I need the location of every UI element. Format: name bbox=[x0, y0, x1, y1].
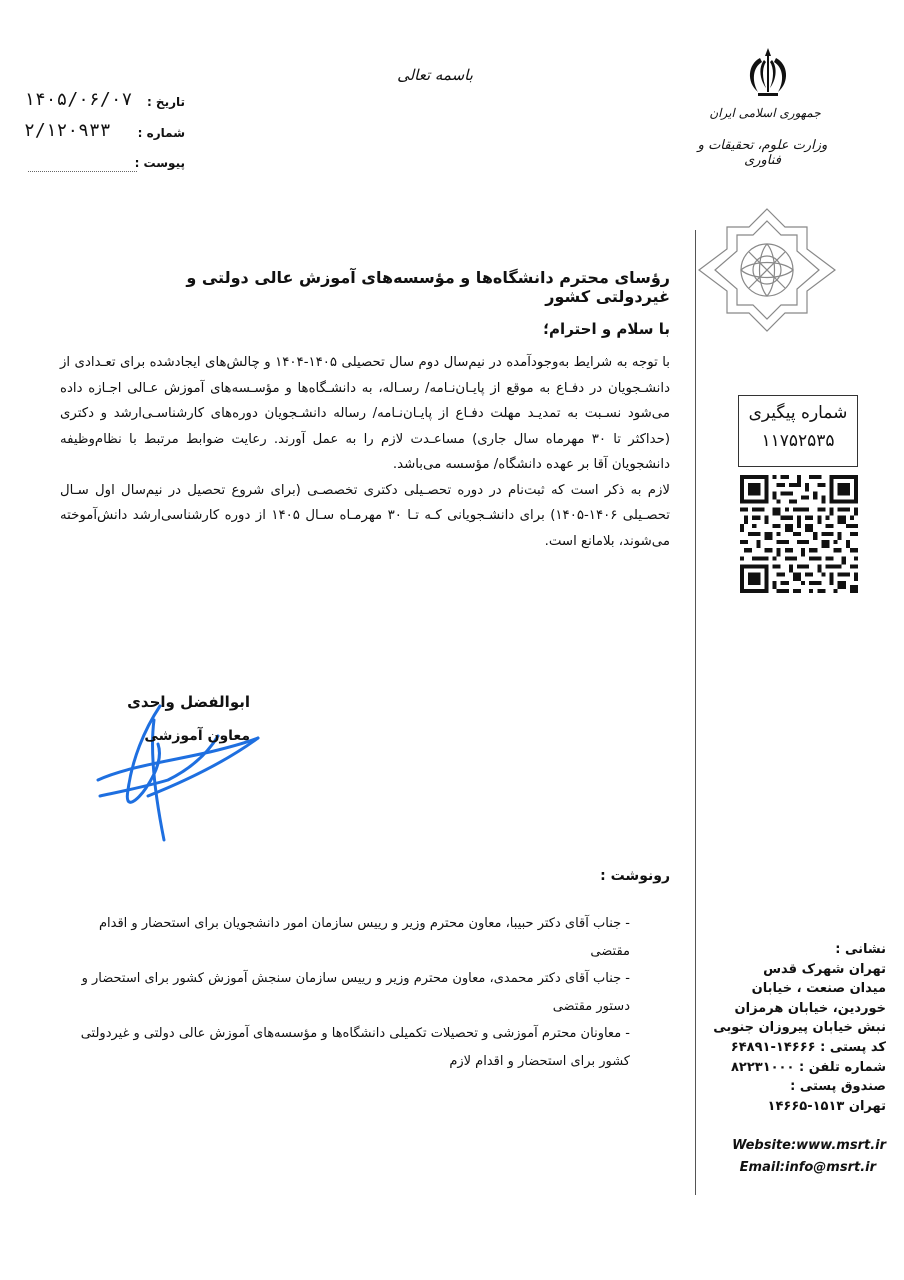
paragraph-2: لازم به ذکر است که ثبت‌نام در دوره تحصـیلی دکتری تخصصـی (برای شروع تحصیل در نیم‌سال اول سـال تحصـیلی ۱۴۰۶-۱۴۰۵) برای دانشـجویانی کـه تـا ۳۰ مهرمـاه سـال ۱۴۰۵ از دوره کارشناسی‌ارشد دانش‌آموخته می‌شوند، بلامانع است. bbox=[60, 482, 671, 549]
greeting: با سلام و احترام؛ bbox=[543, 320, 670, 338]
signatory-name: ابوالفضل واحدی bbox=[127, 693, 250, 711]
email-link[interactable]: Email:info@msrt.ir bbox=[739, 1160, 876, 1175]
address-line: کد پستی : ۱۴۶۶۶-۶۴۸۹۱ bbox=[730, 1039, 886, 1055]
vertical-divider bbox=[695, 230, 696, 1195]
cc-item: - جناب آقای دکتر محمدی، معاون محترم وزیر و رییس سازمان سنجش آموزش کشور برای استحضار و دستور مقتضی bbox=[81, 971, 630, 1014]
attachment-row bbox=[20, 154, 185, 174]
address-line: میدان صنعت ، خیابان bbox=[751, 981, 886, 997]
address-line: شماره تلفن : ۸۲۲۳۱۰۰۰ bbox=[730, 1059, 886, 1075]
gov-line-1: جمهوری اسلامی ایران bbox=[709, 106, 821, 120]
cc-list bbox=[60, 910, 630, 1075]
tracking-label: شماره پیگیری bbox=[748, 403, 848, 423]
address-line: تهران شهرک قدس bbox=[763, 961, 886, 977]
cc-item: - جناب آقای دکتر حبیبا، معاون محترم وزیر و رییس سازمان امور دانشجویان برای استحضار و اقدام مقتضی bbox=[98, 916, 630, 959]
address-line: نبش خیابان پیروزان جنوبی bbox=[713, 1020, 886, 1036]
number-label: شماره : bbox=[137, 126, 185, 140]
number-row bbox=[20, 120, 185, 144]
address-line: تهران ۱۵۱۳-۱۴۶۶۵ bbox=[767, 1098, 886, 1114]
address-line: صندوق پستی : bbox=[790, 1079, 886, 1095]
gov-line-2: وزارت علوم، تحقیقات و فناوری bbox=[697, 138, 828, 168]
bismillah: باسمه تعالی bbox=[397, 66, 473, 84]
qr-code-icon bbox=[740, 475, 858, 593]
signatory-title: معاون آموزشی bbox=[144, 728, 250, 744]
address-block bbox=[700, 940, 886, 1116]
iran-emblem-icon bbox=[738, 42, 798, 102]
date-label: تاریخ : bbox=[146, 95, 185, 109]
cc-item: - معاونان محترم آموزشی و تحصیلات تکمیلی دانشگاه‌ها و مؤسسه‌های آموزش عالی دولتی و غیردولتی کشور برای استحضار و اقدام لازم bbox=[80, 1026, 630, 1069]
date-row bbox=[20, 89, 185, 113]
handwritten-signature bbox=[88, 700, 288, 850]
letter-body bbox=[60, 350, 670, 554]
tracking-box bbox=[738, 395, 858, 467]
address-line: خوردین، خیابان هرمزان bbox=[734, 1000, 886, 1016]
paragraph-1: با توجه به شرایط به‌وجودآمده در نیم‌سال دوم سال تحصیلی ۱۴۰۵-۱۴۰۴ و چالش‌های ایجادشده برای تعـدادی از دانشـجویان در دفـاع به موقع از پایـان‌نـامه/ رسـاله، به دانشـگاه‌ها و مؤسـسه‌های آموزش عـالی اجـازه داده می‌شود نسـبت به تمدیـد مهلت دفـاع از پایـان‌نـامه/ رساله دانشـجویان دوره‌های کارشناسـی‌ارشد و دکتری (حداکثر تا ۳۰ مهرماه سال جاری) مساعـدت لازم را به عمل آورند. رعایت ضوابط مرتبط با نظام‌وظیفه دانشجویان آقا بر عهده دانشگاه/ مؤسسه می‌باشد. bbox=[60, 355, 671, 472]
address-line: نشانی : bbox=[835, 942, 886, 957]
number-value: ۲/۱۲۰۹۳۳ bbox=[24, 120, 111, 141]
tracking-number: ۱۱۷۵۲۵۳۵ bbox=[761, 431, 835, 451]
cc-title: رونوشت : bbox=[600, 868, 670, 884]
date-value: ۱۴۰۵/۰۶/۰۷ bbox=[24, 89, 133, 110]
islamic-ornament-icon bbox=[695, 205, 840, 335]
attachment-label: پیوست : bbox=[134, 156, 185, 170]
website-link[interactable]: Website:www.msrt.ir bbox=[732, 1138, 886, 1153]
recipients-line: رؤسای محترم دانشگاه‌ها و مؤسسه‌های آموزش عالی دولتی و غیردولتی کشور bbox=[186, 268, 670, 306]
attachment-line bbox=[28, 171, 137, 172]
